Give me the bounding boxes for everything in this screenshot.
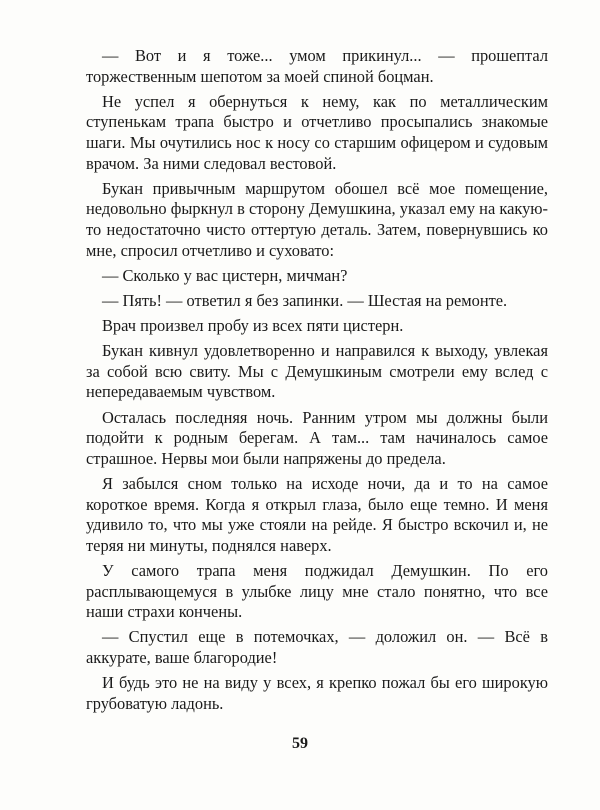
paragraph-6: Врач произвел пробу из всех пяти цистерн. bbox=[102, 316, 404, 336]
paragraph-8: Осталась последняя ночь. Ранним утром мы должны были подойти к родным берегам. А там... там начиналось самое страшное. Нервы мои были напряжены до предела. bbox=[86, 407, 548, 468]
paragraph-1: — Вот и я тоже... умом прикинул... — прошептал торжественным шепотом за моей спиной боцман. bbox=[86, 46, 548, 86]
paragraph-9: Я забылся сном только на исходе ночи, да и то на самое короткое время. Когда я открыл глаза, было еще темно. И меня удивило то, что мы уже стояли на рейде. Я быстро вскочил и, не теряя ни минуты, поднялся наверх. bbox=[86, 474, 548, 555]
body-text bbox=[86, 46, 548, 714]
paragraph-4: — Сколько у вас цистерн, мичман? bbox=[102, 265, 348, 285]
paragraph-5: — Пять! — ответил я без запинки. — Шестая на ремонте. bbox=[102, 290, 508, 310]
page-number: 59 bbox=[292, 735, 308, 752]
paragraph-11: — Спустил еще в потемочках, — доложил он. — Всё в аккурате, ваше благородие! bbox=[86, 627, 548, 667]
paragraph-12: И будь это не на виду у всех, я крепко пожал бы его широкую грубоватую ладонь. bbox=[86, 673, 548, 713]
paragraph-3: Букан привычным маршрутом обошел всё мое помещение, недовольно фыркнул в сторону Демушкина, указал ему на какую-то недостаточно чисто оттертую деталь. Затем, повернувшись ко мне, спросил отчетливо и суховато: bbox=[86, 178, 548, 260]
paragraph-10: У самого трапа меня поджидал Демушкин. По его расплывающемуся в улыбке лицу мне стало понятно, что все наши страхи кончены. bbox=[86, 561, 548, 622]
paragraph-2: Не успел я обернуться к нему, как по металлическим ступенькам трапа быстро и отчетливо просыпались знакомые шаги. Мы очутились нос к носу со старшим офицером и судовым врачом. За ними следовал вестовой. bbox=[86, 91, 548, 173]
paragraph-7: Букан кивнул удовлетворенно и направился к выходу, увлекая за собой всю свиту. Мы с Демушкиным смотрели ему вслед с непередаваемым чувством. bbox=[86, 341, 548, 402]
